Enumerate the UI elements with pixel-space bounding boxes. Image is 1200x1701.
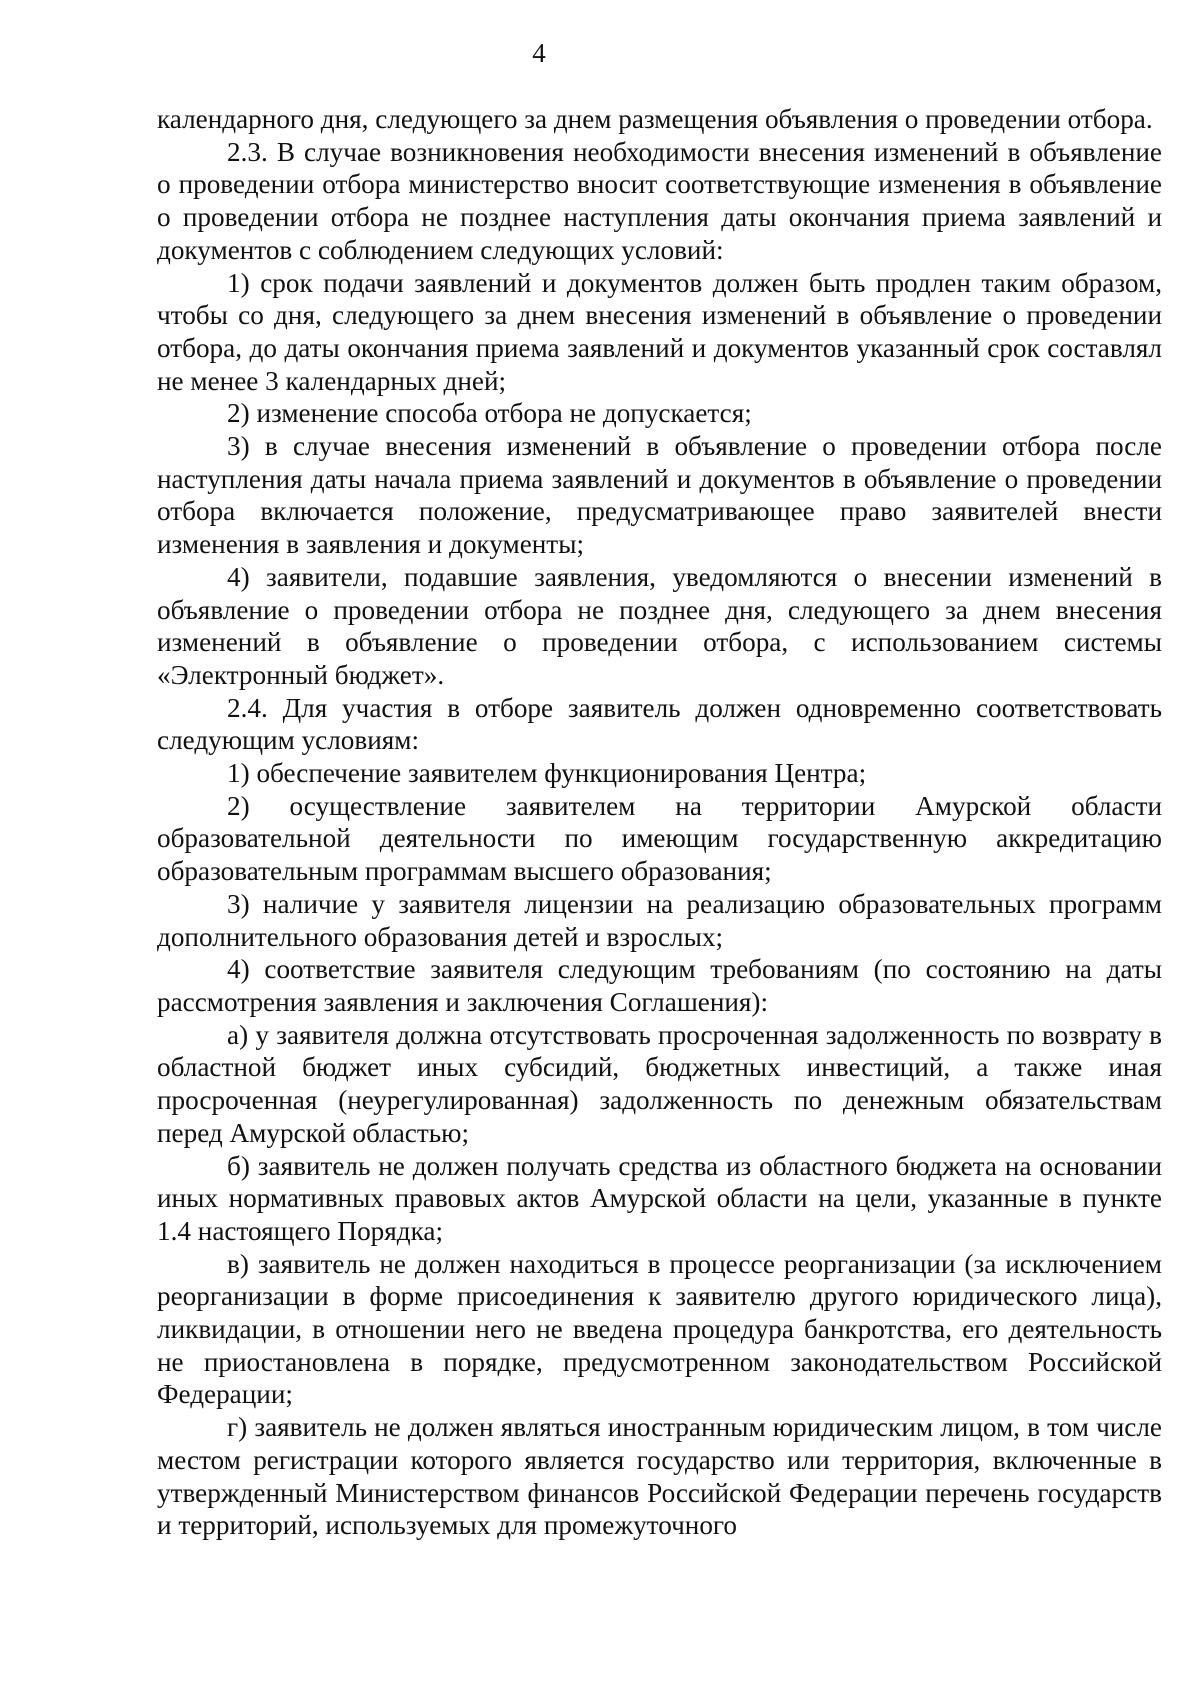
paragraph-2-3-item-2: 2) изменение способа отбора не допускается; — [227, 398, 752, 429]
paragraph-2-4-item-2: 2) осуществление заявителем на территории Амурской области образовательной деятельности по имеющим государственную аккредитацию образовательным программам высшего образования; — [157, 790, 1162, 887]
page-number: 4 — [532, 38, 546, 68]
paragraph-2-4-item-4-v: в) заявитель не должен находиться в процессе реорганизации (за исключением реорганизации в форме присоединения к заявителю другого юридического лица), ликвидации, в отношении него не введена процедура банкротства, его деятельность не приостановлена в порядке, предусмотренном законодательством Российской Федерации; — [157, 1248, 1162, 1410]
paragraph-2-4-item-1: 1) обеспечение заявителем функционирования Центра; — [227, 758, 867, 789]
paragraph-2-4-item-4: 4) соответствие заявителя следующим требованиям (по состоянию на даты рассмотрения заявления и заключения Соглашения): — [157, 954, 1162, 1017]
paragraph-2-4-item-4-b: б) заявитель не должен получать средства из областного бюджета на основании иных нормативных правовых актов Амурской области на цели, указанные в пункте 1.4 настоящего Порядка; — [157, 1150, 1162, 1246]
paragraph-2-3-item-3: 3) в случае внесения изменений в объявление о проведении отбора после наступления даты начала приема заявлений и документов в объявление о проведении отбора включается положение, предусматривающее право заявителей внести изменения в заявления и документы; — [157, 431, 1162, 560]
paragraph-2-4-item-4-a: а) у заявителя должна отсутствовать просроченная задолженность по возврату в областной бюджет иных субсидий, бюджетных инвестиций, а также иная просроченная (неурегулированная) задолженность по денежным обязательствам перед Амурской областью; — [157, 1019, 1162, 1148]
paragraph-2-3: 2.3. В случае возникновения необходимости внесения изменений в объявление о проведении отбора министерство вносит соответствующие изменения в объявление о проведении отбора не позднее наступления даты окончания приема заявлений и документов с соблюдением следующих условий: — [157, 136, 1162, 265]
paragraph-2-4-item-3: 3) наличие у заявителя лицензии на реализацию образовательных программ дополнительного образования детей и взрослых; — [157, 888, 1162, 952]
document-body — [157, 103, 1162, 1542]
paragraph-2-3-item-4: 4) заявители, подавшие заявления, уведомляются о внесении изменений в объявление о проведении отбора не позднее дня, следующего за днем внесения изменений в объявление о проведении отбора, с использованием системы «Электронный бюджет». — [157, 561, 1162, 690]
paragraph-2-4: 2.4. Для участия в отборе заявитель должен одновременно соответствовать следующим условиям: — [157, 692, 1162, 756]
paragraph-2-3-item-1: 1) срок подачи заявлений и документов должен быть продлен таким образом, чтобы со дня, следующего за днем внесения изменений в объявление о проведении отбора, до даты окончания приема заявлений и документов указанный срок составлял не менее 3 календарных дней; — [157, 267, 1162, 396]
paragraph-continuation: календарного дня, следующего за днем размещения объявления о проведении отбора. — [157, 104, 1153, 134]
paragraph-2-4-item-4-g: г) заявитель не должен являться иностранным юридическим лицом, в том числе местом регистрации которого является государство или территория, включенные в утвержденный Министерством финансов Российской Федерации перечень государств и территорий, используемых для промежуточного — [157, 1412, 1162, 1541]
